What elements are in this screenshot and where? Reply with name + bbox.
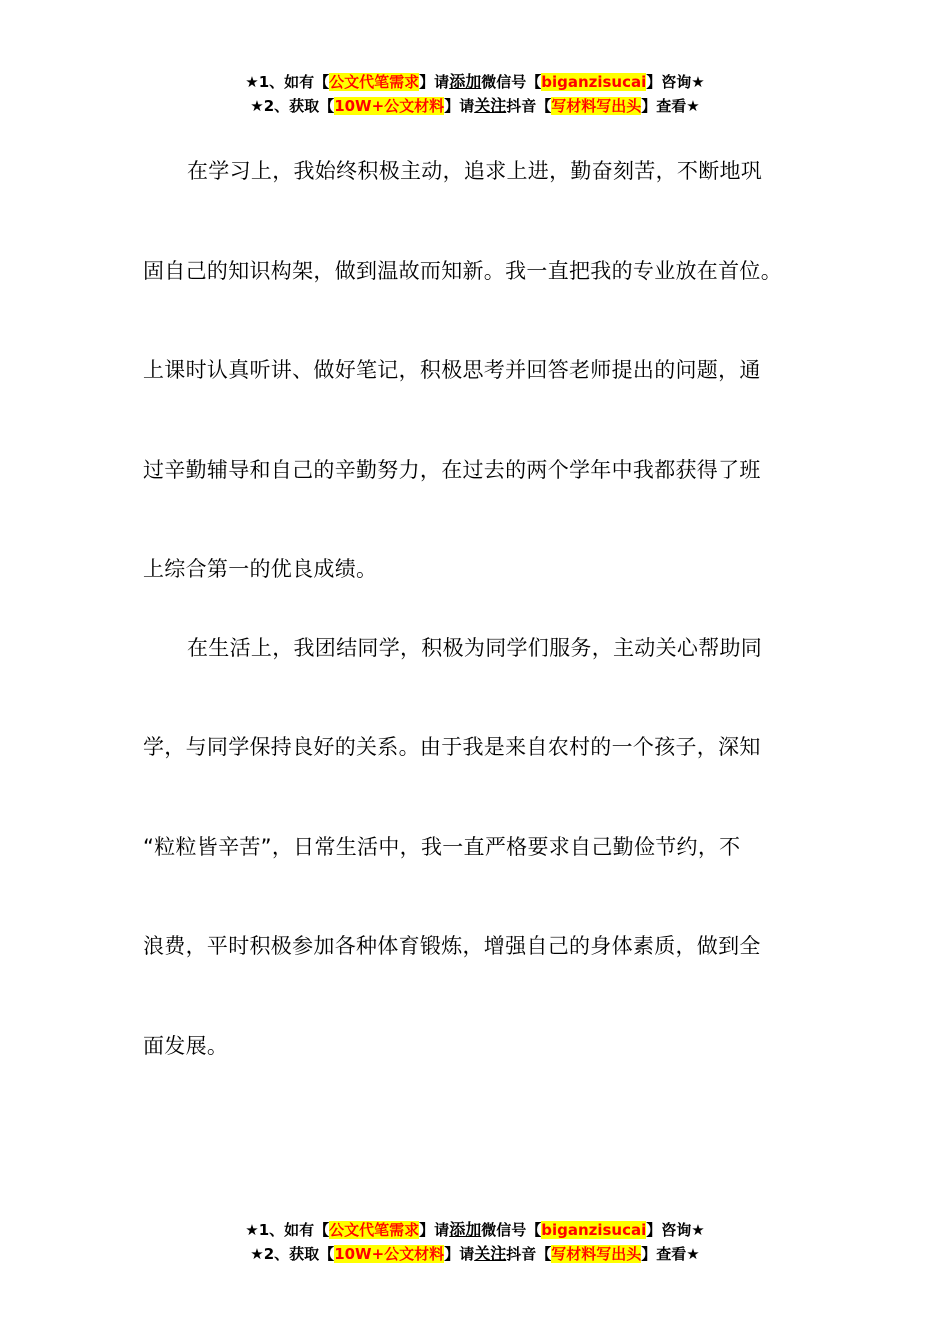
- banner-highlight: 10W+公文材料: [334, 1245, 445, 1263]
- text-line: “粒粒皆辛苦”，日常生活中，我一直严格要求自己勤俭节约，不: [143, 834, 741, 859]
- banner-emphasis: 关注: [474, 96, 507, 115]
- banner-emphasis: 添加: [449, 72, 482, 91]
- banner-text: 】请: [419, 73, 450, 91]
- banner-line-1: [0, 1218, 950, 1242]
- banner-line-2: [0, 94, 950, 118]
- footer-banner: [0, 1218, 950, 1266]
- banner-text: 】请: [419, 1221, 450, 1239]
- banner-text: 抖音【: [506, 1245, 552, 1263]
- banner-text: 微信号【: [481, 1221, 542, 1239]
- banner-text: ★2、获取【: [250, 97, 335, 115]
- text-line: 面发展。: [143, 1033, 229, 1058]
- banner-text: 】查看★: [641, 97, 700, 115]
- banner-line-2: [0, 1242, 950, 1266]
- banner-emphasis: 关注: [474, 1244, 507, 1263]
- header-banner: [0, 70, 950, 118]
- banner-text: 】请: [444, 97, 475, 115]
- document-body: [143, 122, 808, 1096]
- banner-text: 】咨询★: [646, 73, 705, 91]
- paragraph-life: [143, 599, 808, 1097]
- text-line: 过辛勤辅导和自己的辛勤努力，在过去的两个学年中我都获得了班: [143, 457, 761, 482]
- banner-text: ★1、如有【: [245, 1221, 330, 1239]
- banner-highlight: 写材料写出头: [551, 1245, 642, 1263]
- text-line: 在生活上，我团结同学，积极为同学们服务，主动关心帮助同: [187, 635, 763, 660]
- banner-highlight: biganzisucai: [541, 73, 647, 91]
- banner-highlight: 写材料写出头: [551, 97, 642, 115]
- text-line: 学，与同学保持良好的关系。由于我是来自农村的一个孩子，深知: [143, 735, 761, 759]
- banner-highlight: 公文代笔需求: [329, 73, 420, 91]
- banner-text: 】查看★: [641, 1245, 700, 1263]
- text-line: 在学习上，我始终积极主动，追求上进，勤奋刻苦，不断地巩: [187, 159, 763, 183]
- text-line: 固自己的知识构架，做到温故而知新。我一直把我的专业放在首位。: [143, 258, 782, 283]
- banner-text: 】请: [444, 1245, 475, 1263]
- banner-line-1: [0, 70, 950, 94]
- text-line: 浪费，平时积极参加各种体育锻炼，增强自己的身体素质，做到全: [143, 934, 761, 958]
- banner-highlight: 10W+公文材料: [334, 97, 445, 115]
- text-line: 上课时认真听讲、做好笔记，积极思考并回答老师提出的问题，通: [143, 358, 761, 382]
- banner-text: ★2、获取【: [250, 1245, 335, 1263]
- banner-text: ★1、如有【: [245, 73, 330, 91]
- paragraph-study: [143, 122, 808, 620]
- banner-highlight: biganzisucai: [541, 1221, 647, 1239]
- banner-highlight: 公文代笔需求: [329, 1221, 420, 1239]
- banner-emphasis: 添加: [449, 1220, 482, 1239]
- text-line: 上综合第一的优良成绩。: [143, 557, 378, 581]
- banner-text: 】咨询★: [646, 1221, 705, 1239]
- banner-text: 抖音【: [506, 97, 552, 115]
- banner-text: 微信号【: [481, 73, 542, 91]
